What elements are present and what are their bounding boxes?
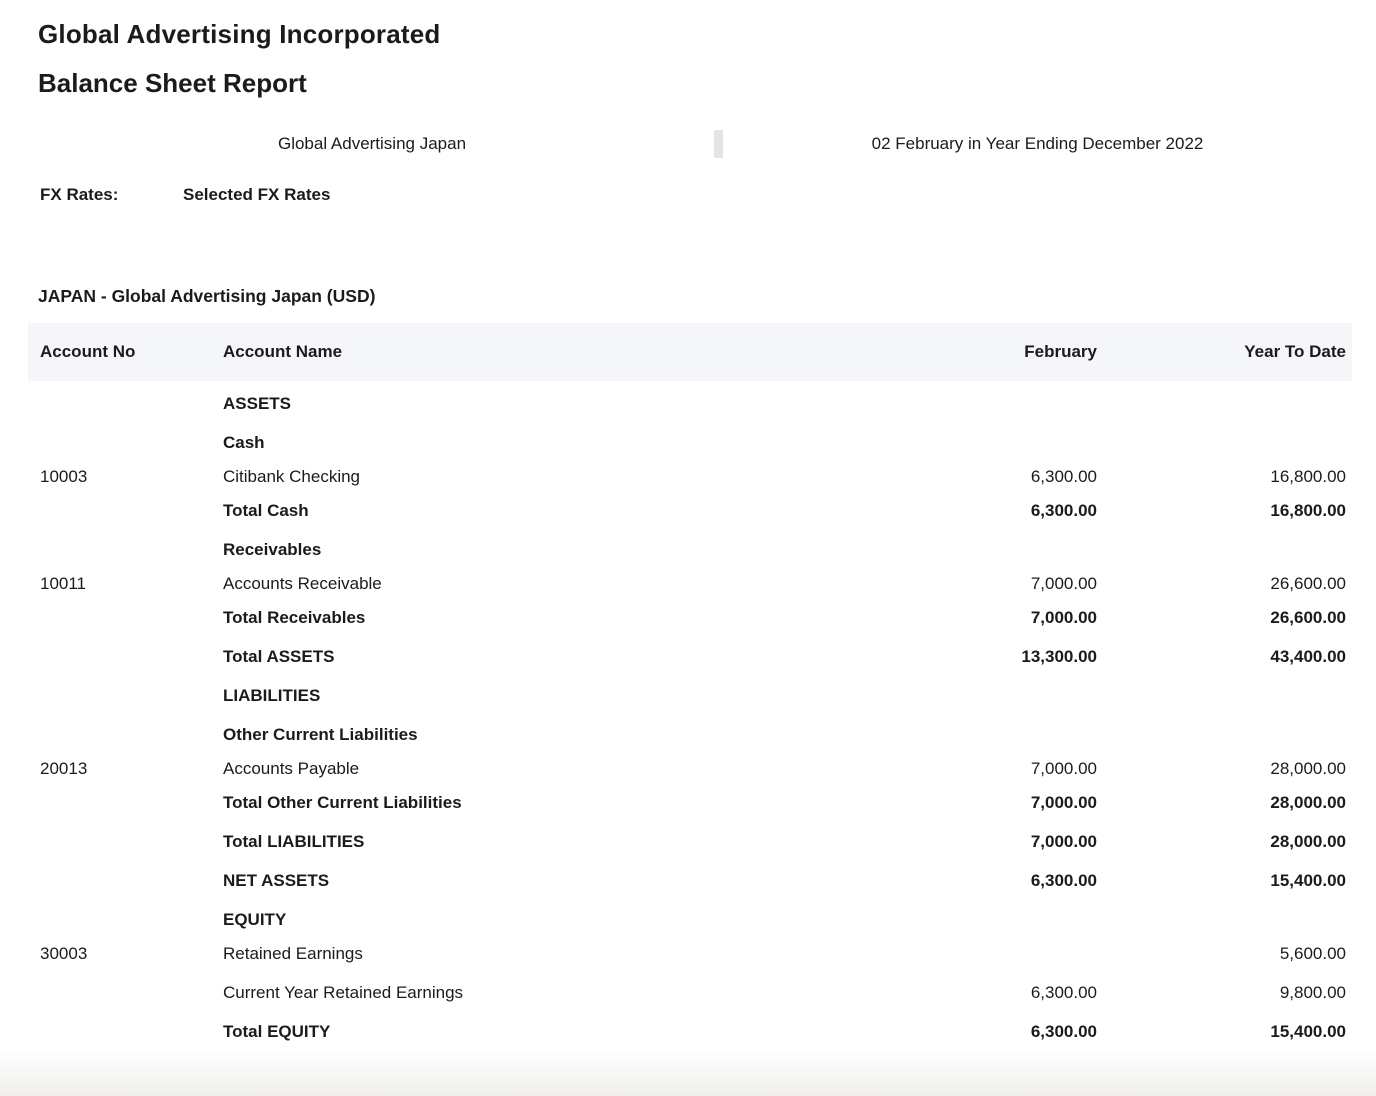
table-row	[28, 426, 1352, 460]
cell-account-no: 20013	[40, 759, 88, 778]
cell-february: 7,000.00	[1030, 793, 1097, 812]
table-row	[28, 976, 1352, 1010]
cell-february: 7,000.00	[1030, 832, 1097, 851]
cell-account-no: 30003	[40, 944, 88, 963]
fx-rates-label: FX Rates:	[40, 185, 119, 204]
cell-account-no: 10011	[40, 574, 87, 593]
cell-account-name: Cash	[223, 433, 265, 452]
cell-account-name: Total Cash	[223, 501, 309, 520]
column-header-account-name: Account Name	[223, 342, 343, 361]
cell-account-name: ASSETS	[223, 394, 292, 413]
cell-year-to-date: 26,600.00	[1270, 574, 1346, 593]
balance-sheet-table	[28, 323, 1352, 1049]
table-row	[28, 567, 1352, 601]
cell-february: 6,300.00	[1030, 983, 1097, 1002]
cell-account-name: EQUITY	[223, 910, 287, 929]
table-row	[28, 752, 1352, 786]
cell-year-to-date: 28,000.00	[1270, 793, 1346, 812]
table-row	[28, 601, 1352, 635]
report-parameters-row	[30, 129, 1352, 159]
vertical-divider	[714, 130, 723, 158]
cell-account-name: Total Receivables	[223, 608, 366, 627]
table-row	[28, 387, 1352, 421]
cell-year-to-date: 15,400.00	[1270, 871, 1346, 890]
cell-account-name: Total LIABILITIES	[223, 832, 365, 851]
cell-february: 13,300.00	[1021, 647, 1097, 666]
cell-account-name: Accounts Payable	[223, 759, 360, 778]
table-row	[28, 640, 1352, 674]
cell-february: 6,300.00	[1030, 501, 1097, 520]
table-row	[28, 718, 1352, 752]
cell-year-to-date: 26,600.00	[1270, 608, 1346, 627]
cell-account-name: Accounts Receivable	[223, 574, 382, 593]
column-header-february: February	[1024, 342, 1097, 361]
table-row	[28, 679, 1352, 713]
cell-account-name: Total ASSETS	[223, 647, 335, 666]
table-header-row	[28, 323, 1352, 381]
cell-year-to-date: 9,800.00	[1279, 983, 1346, 1002]
cell-account-name: Citibank Checking	[223, 467, 361, 486]
cell-year-to-date: 5,600.00	[1279, 944, 1346, 963]
table-row	[28, 937, 1352, 971]
cell-account-name: Total Other Current Liabilities	[223, 793, 462, 812]
cell-account-name: Total EQUITY	[223, 1022, 331, 1041]
table-row	[28, 533, 1352, 567]
bottom-fade-bar	[0, 1048, 1376, 1096]
company-title: Global Advertising Incorporated	[38, 19, 441, 49]
fx-rates-value: Selected FX Rates	[183, 185, 331, 204]
table-row	[28, 903, 1352, 937]
table-row	[28, 460, 1352, 494]
table-row	[28, 494, 1352, 528]
cell-year-to-date: 16,800.00	[1270, 501, 1346, 520]
table-row	[28, 1015, 1352, 1049]
cell-account-name: NET ASSETS	[223, 871, 330, 890]
cell-february: 6,300.00	[1030, 1022, 1097, 1041]
cell-account-name: Current Year Retained Earnings	[223, 983, 464, 1002]
entity-name: Global Advertising Japan	[277, 134, 467, 153]
column-header-year-to-date: Year To Date	[1244, 342, 1346, 361]
cell-account-name: LIABILITIES	[223, 686, 321, 705]
entity-section-title: JAPAN - Global Advertising Japan (USD)	[38, 286, 376, 306]
cell-year-to-date: 28,000.00	[1270, 759, 1346, 778]
table-row	[28, 825, 1352, 859]
cell-year-to-date: 43,400.00	[1270, 647, 1346, 666]
cell-account-name: Receivables	[223, 540, 322, 559]
fx-rates-row	[40, 183, 1376, 207]
cell-february: 6,300.00	[1030, 467, 1097, 486]
cell-february: 7,000.00	[1030, 759, 1097, 778]
report-title: Balance Sheet Report	[38, 68, 307, 98]
report-period: 02 February in Year Ending December 2022	[871, 134, 1204, 153]
cell-account-name: Retained Earnings	[223, 944, 363, 963]
cell-february: 6,300.00	[1030, 871, 1097, 890]
cell-year-to-date: 16,800.00	[1270, 467, 1346, 486]
table-row	[28, 786, 1352, 820]
cell-february: 7,000.00	[1030, 608, 1097, 627]
cell-account-name: Other Current Liabilities	[223, 725, 418, 744]
column-header-account-no: Account No	[40, 342, 136, 361]
cell-february: 7,000.00	[1030, 574, 1097, 593]
table-row	[28, 864, 1352, 898]
cell-year-to-date: 15,400.00	[1270, 1022, 1346, 1041]
cell-account-no: 10003	[40, 467, 88, 486]
cell-year-to-date: 28,000.00	[1270, 832, 1346, 851]
table-body	[28, 381, 1352, 1049]
